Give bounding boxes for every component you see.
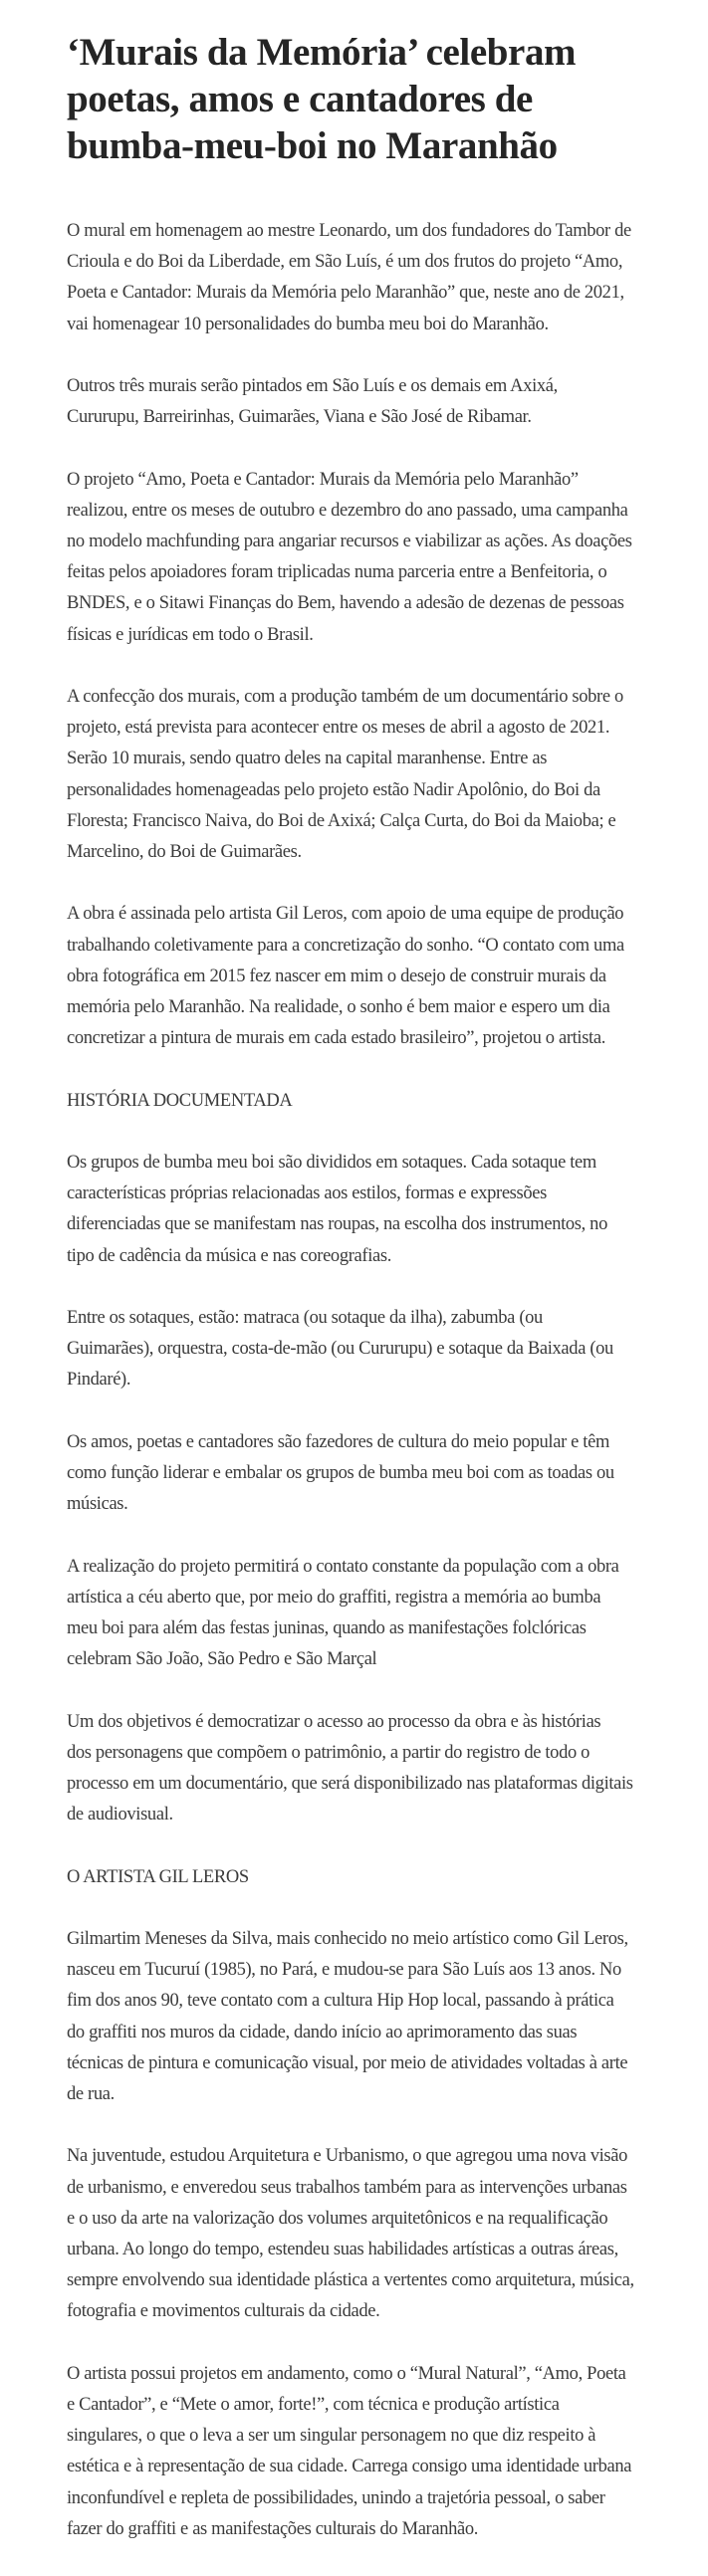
title-line: poetas, amos e cantadores de <box>67 78 533 120</box>
article <box>67 0 684 2539</box>
text-line: projeto, está prevista para acontecer entre os meses de abril a agosto de 2021. <box>67 718 610 739</box>
text-line: Gilmartim Meneses da Silva, mais conhecido no meio artístico como Gil Leros, <box>67 1928 628 1949</box>
text-line: A realização do projeto permitirá o contato constante da população com a obra <box>67 1556 619 1577</box>
text-line: memória pelo Maranhão. Na realidade, o sonho é bem maior e espero um dia <box>67 997 610 1018</box>
title-line: ‘Murais da Memória’ celebram <box>67 31 577 74</box>
text-line: celebram São João, São Pedro e São Marçal <box>67 1649 377 1670</box>
text-line: Floresta; Francisco Naiva, do Boi de Axixá; Calça Curta, do Boi da Maioba; e <box>67 810 616 831</box>
text-line: singulares, o que o leva a ser um singular personagem no que diz respeito à <box>67 2426 596 2447</box>
text-line: estética e à representação de sua cidade. Carrega consigo uma identidade urbana <box>67 2457 632 2477</box>
text-line: personalidades homenageadas pelo projeto estão Nadir Apolônio, do Boi da <box>67 779 600 800</box>
text-line: físicas e jurídicas em todo o Brasil. <box>67 624 314 645</box>
article-body <box>67 216 684 2576</box>
article-paragraph <box>67 1148 684 1272</box>
text-line: Os amos, poetas e cantadores são fazedores de cultura do meio popular e têm <box>67 1431 609 1452</box>
text-line: Os grupos de bumba meu boi são divididos em sotaques. Cada sotaque tem <box>67 1153 596 1173</box>
text-line: e o uso da arte na valorização dos volumes arquitetônicos e na requalificação <box>67 2208 608 2229</box>
text-line: obra fotográfica em 2015 fez nascer em mim o desejo de construir murais da <box>67 966 606 986</box>
text-line: O ARTISTA GIL LEROS <box>67 1866 249 1887</box>
text-line: fotografia e movimentos culturais da cidade. <box>67 2301 380 2322</box>
text-line: Cururupu, Barreirinhas, Guimarães, Viana e São José de Ribamar. <box>67 407 532 428</box>
text-line: processo em um documentário, que será disponibilizado nas plataformas digitais <box>67 1774 633 1794</box>
text-line: Na juventude, estudou Arquitetura e Urbanismo, o que agregou uma nova visão <box>67 2146 628 2167</box>
text-line: O artista possui projetos em andamento, como o “Mural Natural”, “Amo, Poeta <box>67 2363 626 2384</box>
text-line: nasceu em Tucuruí (1985), no Pará, e mudou-se para São Luís aos 13 anos. No <box>67 1960 621 1981</box>
text-line: Crioula e do Boi da Liberdade, em São Luís, é um dos frutos do projeto “Amo, <box>67 252 623 273</box>
text-line: e Cantador”, e “Mete o amor, forte!”, com técnica e produção artística <box>67 2395 560 2415</box>
text-line: artística a céu aberto que, por meio do graffiti, registra a memória ao bumba <box>67 1587 601 1608</box>
text-line: técnicas de pintura e comunicação visual, por meio de atividades voltadas à arte <box>67 2052 628 2073</box>
article-paragraph <box>67 1707 684 1831</box>
article-paragraph <box>67 2141 684 2327</box>
text-line: trabalhando coletivamente para a concretização do sonho. “O contato com uma <box>67 935 624 956</box>
text-line: realizou, entre os meses de outubro e dezembro do ano passado, uma campanha <box>67 500 628 521</box>
article-paragraph <box>67 2359 684 2545</box>
text-line: do graffiti nos muros da cidade, dando início ao aprimoramento das suas <box>67 2022 578 2042</box>
text-line: Um dos objetivos é democratizar o acesso ao processo da obra e às histórias <box>67 1711 601 1732</box>
text-line: no modelo machfunding para angariar recursos e viabilizar as ações. As doações <box>67 532 632 551</box>
article-paragraph <box>67 682 684 868</box>
text-line: fim dos anos 90, teve contato com a cultura Hip Hop local, passando à prática <box>67 1991 614 2012</box>
text-line: BNDES, e o Sitawi Finanças do Bem, havendo a adesão de dezenas de pessoas <box>67 593 624 614</box>
section-heading <box>67 1862 684 1893</box>
article-paragraph <box>67 371 684 433</box>
text-line: vai homenagear 10 personalidades do bumba meu boi do Maranhão. <box>67 314 549 334</box>
text-line: inconfundível e repleta de possibilidades, unindo a trajetória pessoal, o saber <box>67 2487 605 2508</box>
text-line: músicas. <box>67 1494 128 1515</box>
text-line: Pindaré). <box>67 1370 131 1391</box>
article-paragraph <box>67 1552 684 1676</box>
text-line: diferenciadas que se manifestam nas roupas, na escolha dos instrumentos, no <box>67 1214 607 1235</box>
article-paragraph <box>67 1427 684 1521</box>
section-heading <box>67 1086 684 1117</box>
text-line: concretizar a pintura de murais em cada estado brasileiro”, projetou o artista. <box>67 1028 605 1049</box>
text-line: Marcelino, do Boi de Guimarães. <box>67 842 302 863</box>
text-line: urbana. Ao longo do tempo, estendeu suas habilidades artísticas a outras áreas, <box>67 2240 618 2259</box>
article-paragraph <box>67 216 684 340</box>
text-line: Outros três murais serão pintados em São Luís e os demais em Axixá, <box>67 376 558 396</box>
text-line: meu boi para além das festas juninas, quando as manifestações folclóricas <box>67 1618 587 1638</box>
text-line: A obra é assinada pelo artista Gil Leros, com apoio de uma equipe de produção <box>67 904 624 925</box>
text-line: características próprias relacionadas aos estilos, formas e expressões <box>67 1183 547 1204</box>
text-line: dos personagens que compõem o patrimônio, a partir do registro de todo o <box>67 1742 590 1763</box>
text-line: O mural em homenagem ao mestre Leonardo, um dos fundadores do Tambor de <box>67 221 631 241</box>
text-line: como função liderar e embalar os grupos de bumba meu boi com as toadas ou <box>67 1463 614 1483</box>
text-line: Guimarães), orquestra, costa-de-mão (ou Cururupu) e sotaque da Baixada (ou <box>67 1339 613 1360</box>
text-line: de rua. <box>67 2084 115 2104</box>
article-title <box>67 29 684 169</box>
text-line: A confecção dos murais, com a produção também de um documentário sobre o <box>67 687 623 707</box>
text-line: feitas pelos apoiadores foram triplicadas numa parceria entre a Benfeitoria, o <box>67 562 607 583</box>
text-line: O projeto “Amo, Poeta e Cantador: Murais da Memória pelo Maranhão” <box>67 469 579 490</box>
article-paragraph <box>67 465 684 651</box>
text-line: Poeta e Cantador: Murais da Memória pelo Maranhão” que, neste ano de 2021, <box>67 283 624 304</box>
text-line: Serão 10 murais, sendo quatro deles na capital maranhense. Entre as <box>67 749 548 769</box>
text-line: Entre os sotaques, estão: matraca (ou sotaque da ilha), zabumba (ou <box>67 1308 543 1328</box>
text-line: tipo de cadência da música e nas coreografias. <box>67 1245 391 1266</box>
text-line: de audiovisual. <box>67 1805 173 1825</box>
text-line: fazer do graffiti e as manifestações culturais do Maranhão. <box>67 2518 479 2539</box>
text-line: de urbanismo, e enveredou seus trabalhos também para as intervenções urbanas <box>67 2177 627 2198</box>
text-line: sempre envolvendo sua identidade plástica a vertentes como arquitetura, música, <box>67 2270 634 2291</box>
article-paragraph <box>67 899 684 1054</box>
text-line: HISTÓRIA DOCUMENTADA <box>67 1090 293 1111</box>
article-paragraph <box>67 1303 684 1396</box>
article-paragraph <box>67 1924 684 2110</box>
title-line: bumba-meu-boi no Maranhão <box>67 124 558 167</box>
